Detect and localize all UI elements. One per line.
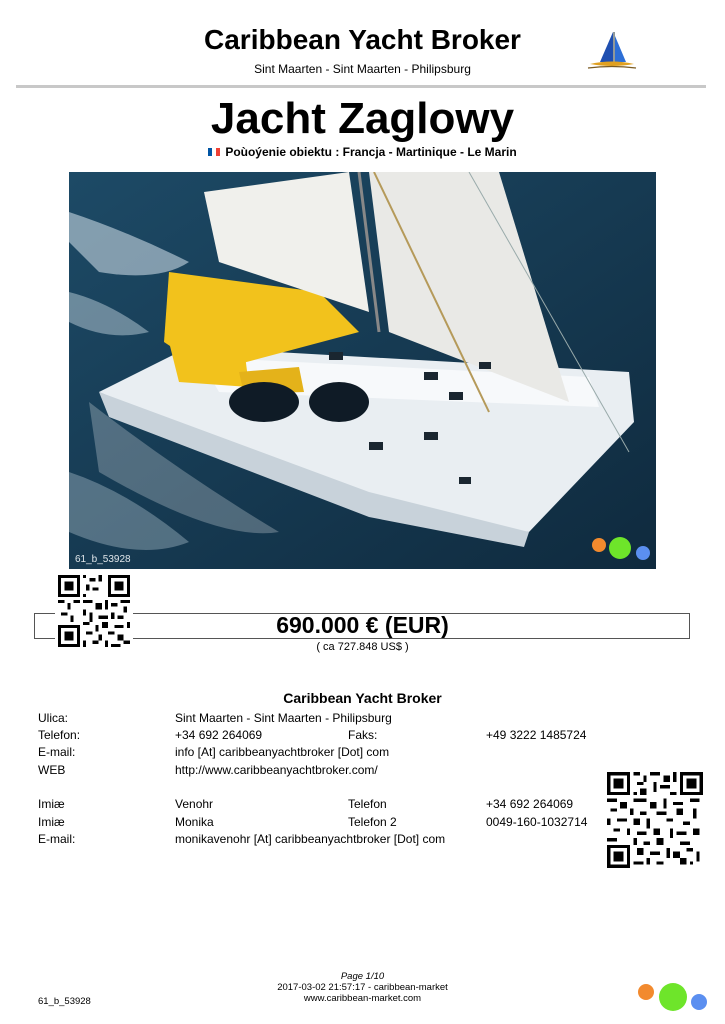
qr-code-large bbox=[607, 772, 703, 868]
sailboat-logo-icon bbox=[586, 30, 638, 74]
fax-value: +49 3222 1485724 bbox=[486, 728, 587, 742]
company-title: Caribbean Yacht Broker bbox=[204, 24, 521, 55]
listing-id: 61_b_53928 bbox=[38, 996, 91, 1007]
yacht-photo bbox=[69, 172, 656, 569]
contact-email-value[interactable]: monikavenohr [At] caribbeanyachtbroker [Dot] com bbox=[175, 832, 446, 846]
phone-label: Telefon: bbox=[38, 728, 81, 742]
contact-name-label: Imiæ bbox=[38, 797, 65, 811]
contact-firstname: Monika bbox=[175, 815, 214, 829]
page-title: Jacht Zaglowy bbox=[210, 94, 515, 143]
price-usd: ( ca 727.848 US$ ) bbox=[316, 641, 409, 653]
contact-phone-label: Telefon bbox=[348, 797, 387, 811]
contact-phone2-value: 0049-160-1032714 bbox=[486, 815, 588, 829]
email-label: E-mail: bbox=[38, 745, 76, 759]
brand-dots-icon bbox=[636, 982, 710, 1012]
contact-phone2-label: Telefon 2 bbox=[348, 815, 397, 829]
page-number: Page 1/10 bbox=[340, 971, 385, 982]
photo-caption: 61_b_53928 bbox=[75, 554, 131, 565]
contact-surname: Venohr bbox=[175, 797, 214, 811]
street-value: Sint Maarten - Sint Maarten - Philipsburg bbox=[175, 711, 392, 725]
listing-location-text: Poùoýenie obiektu : Francja - Martinique - Le Marin bbox=[225, 145, 517, 159]
contact-phone-value: +34 692 264069 bbox=[486, 797, 574, 811]
listing-location bbox=[0, 145, 725, 159]
email-value[interactable]: info [At] caribbeanyachtbroker [Dot] com bbox=[175, 745, 390, 759]
phone-value: +34 692 264069 bbox=[175, 728, 263, 742]
fax-label: Faks: bbox=[348, 728, 378, 742]
company-location: Sint Maarten - Sint Maarten - Philipsburg bbox=[254, 62, 471, 76]
footer-timestamp: 2017-03-02 21:57:17 - caribbean-market bbox=[277, 982, 448, 993]
footer-url[interactable]: www.caribbean-market.com bbox=[303, 993, 422, 1004]
header-divider bbox=[16, 85, 706, 88]
price: 690.000 € (EUR) bbox=[276, 612, 449, 638]
contact-firstname-label: Imiæ bbox=[38, 815, 65, 829]
web-label: WEB bbox=[38, 763, 66, 777]
web-link[interactable]: http://www.caribbeanyachtbroker.com/ bbox=[175, 763, 378, 777]
contact-email-label: E-mail: bbox=[38, 832, 76, 846]
street-label: Ulica: bbox=[38, 711, 69, 725]
france-flag-icon bbox=[208, 148, 220, 156]
broker-name: Caribbean Yacht Broker bbox=[283, 690, 442, 706]
